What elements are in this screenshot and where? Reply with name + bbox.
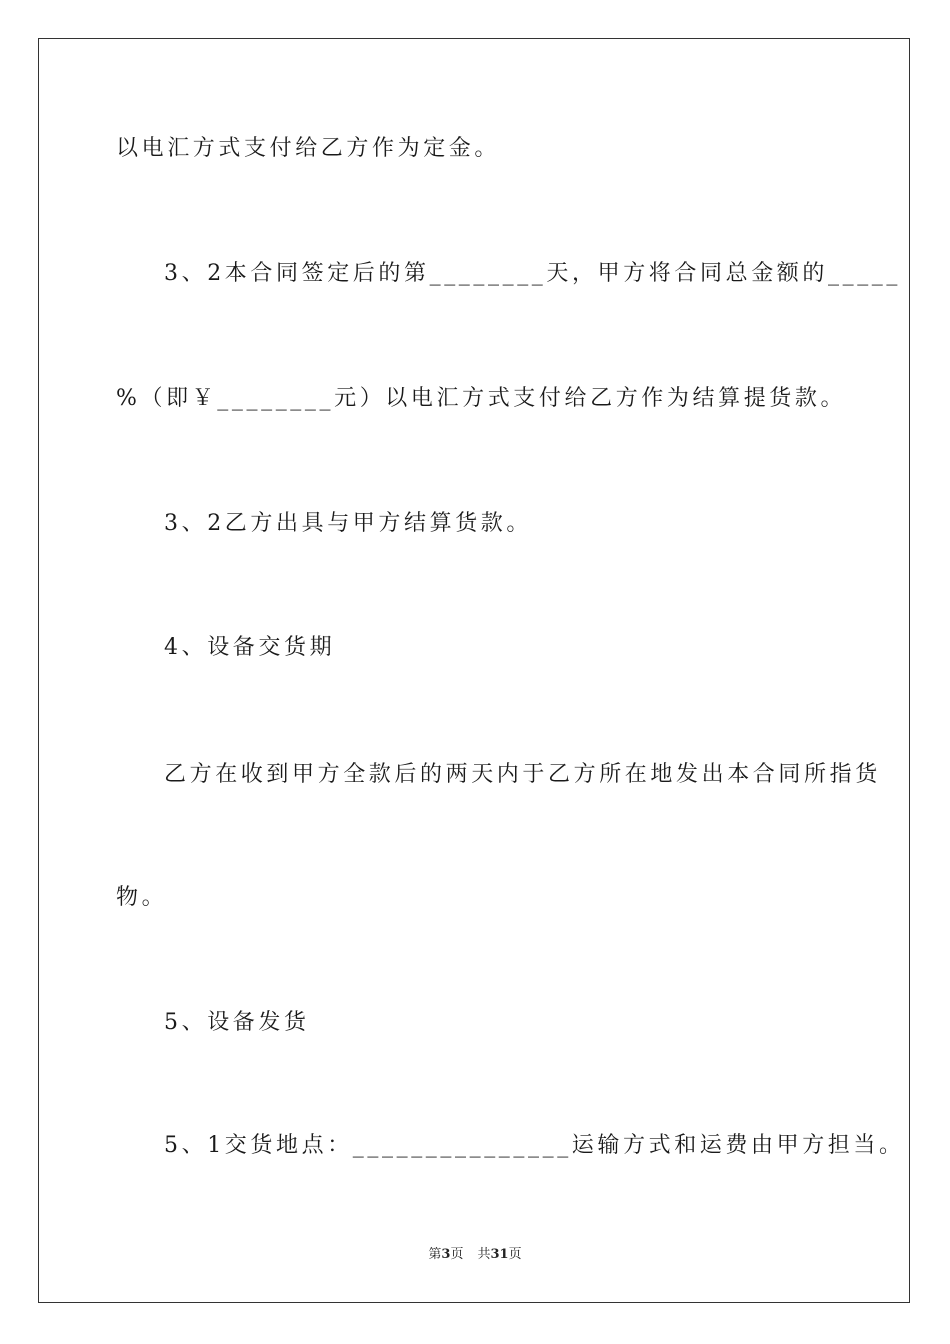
heading-clause-4: 4、设备交货期 <box>164 635 336 660</box>
paragraph-clause-3-2-settlement: 3、2乙方出具与甲方结算货款。 <box>164 511 532 536</box>
footer-total-suffix: 页 <box>508 1247 522 1262</box>
paragraph-clause-4-delivery: 乙方在收到甲方全款后的两天内于乙方所在地发出本合同所指货 <box>164 762 881 787</box>
footer-page-suffix: 页 <box>450 1247 464 1262</box>
paragraph-clause-4-delivery-continued: 物。 <box>116 885 168 910</box>
page-footer <box>0 1243 950 1262</box>
footer-page-prefix: 第 <box>428 1247 442 1262</box>
heading-clause-5: 5、设备发货 <box>164 1010 310 1035</box>
footer-total-prefix: 共 <box>477 1247 491 1262</box>
footer-page-number: 3 <box>441 1247 451 1262</box>
paragraph-clause-3-2-payment: 3、2本合同签定后的第________天，甲方将合同总金额的_____ <box>164 261 901 286</box>
footer-total-pages: 31 <box>490 1247 509 1262</box>
paragraph-clause-5-1-location: 5、1交货地点：_______________运输方式和运费由甲方担当。 <box>164 1133 905 1158</box>
page-border <box>38 38 910 1303</box>
paragraph-deposit-continued: 以电汇方式支付给乙方作为定金。 <box>116 136 501 161</box>
paragraph-clause-3-2-payment-continued: %（即￥________元）以电汇方式支付给乙方作为结算提货款。 <box>116 386 847 411</box>
